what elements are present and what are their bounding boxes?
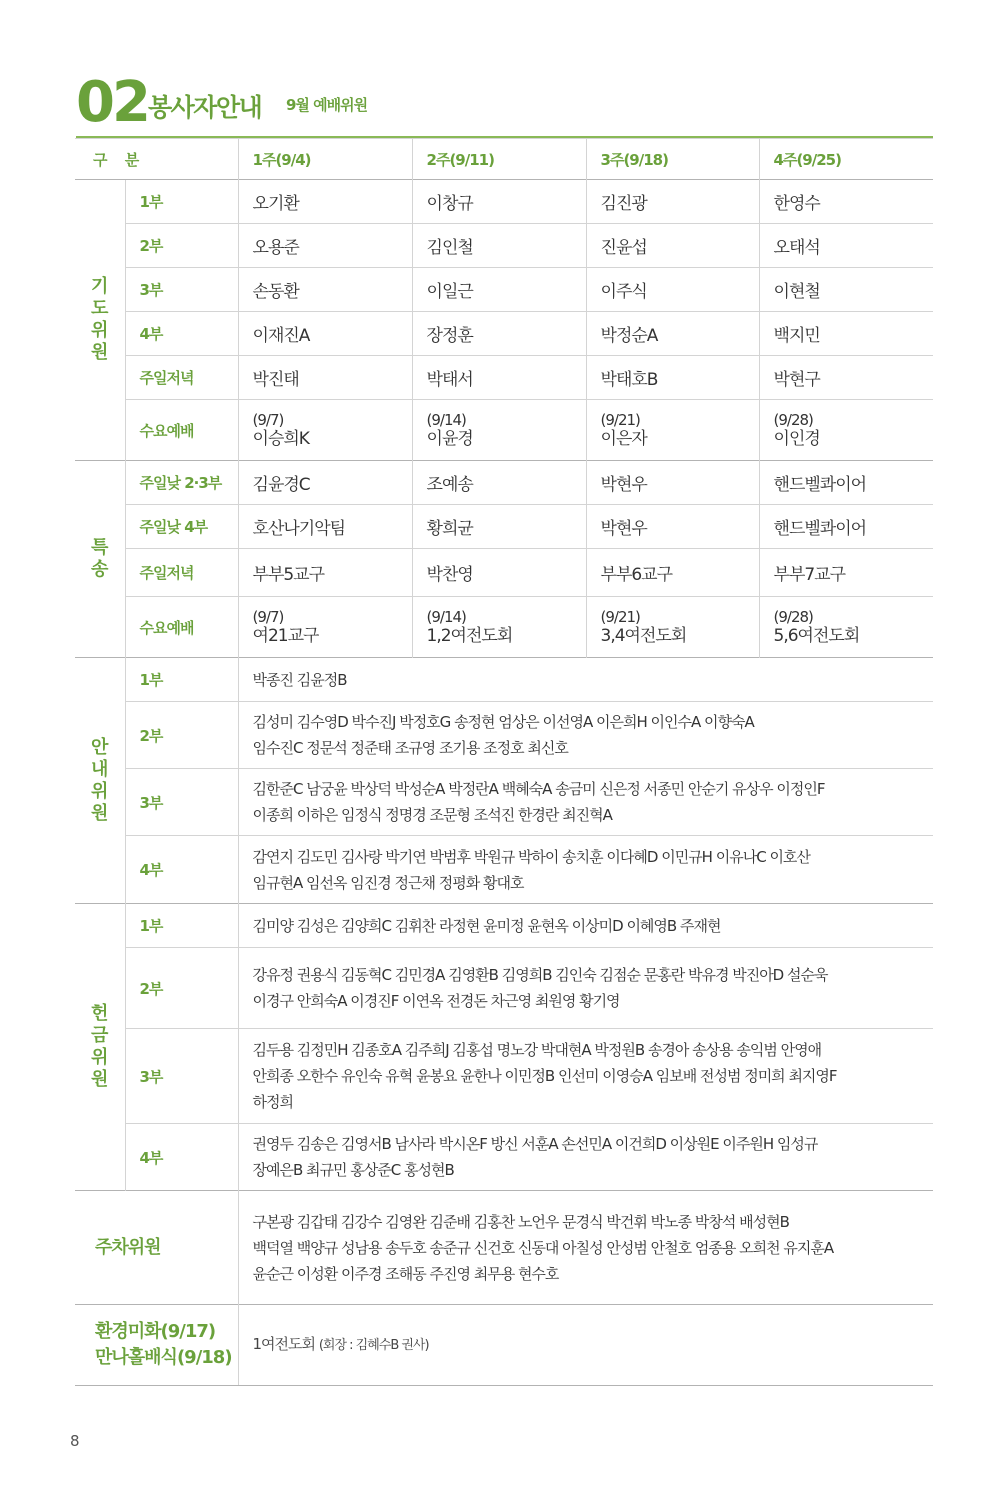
category-special-song: 특 송 [75, 461, 125, 658]
row-label: 4부 [125, 1124, 238, 1191]
people-cell [238, 1305, 933, 1386]
name-cell: 오용준 [238, 224, 412, 268]
people-cell: 김성미 김수영D 박수진J 박정호G 송정현 엄상은 이선영A 이은희H 이인수A 이향숙A 임수진C 정문석 정준태 조규영 조기용 조정호 최신호 [238, 702, 933, 769]
table-row [75, 505, 933, 549]
name-cell: 손동환 [238, 268, 412, 312]
name-cell: (9/28) 이인경 [759, 400, 933, 461]
row-label: 3부 [125, 268, 238, 312]
category-prayer: 기 도 위 원 [75, 180, 125, 461]
table-row [75, 1305, 933, 1386]
row-label: 주일낮 2·3부 [125, 461, 238, 505]
row-label: 주일낮 4부 [125, 505, 238, 549]
name-cell: 이재진A [238, 312, 412, 356]
name-cell: 오태석 [759, 224, 933, 268]
table-row [75, 836, 933, 904]
name-cell: 조예송 [412, 461, 586, 505]
people-cell: 김한준C 남궁윤 박상덕 박성순A 박정란A 백혜숙A 송금미 신은정 서종민 안순기 유상우 이정인F 이종희 이하은 임정식 정명경 조문형 조석진 한경란 최진혁A [238, 769, 933, 836]
section-number: 02 [76, 70, 148, 135]
table-row [75, 400, 933, 461]
row-label: 수요예배 [125, 400, 238, 461]
row-label: 4부 [125, 312, 238, 356]
page-header [76, 70, 933, 139]
name-cell: 박현구 [759, 356, 933, 400]
name-cell: (9/7) 이승희K [238, 400, 412, 461]
name-cell: 한영수 [759, 180, 933, 224]
row-label: 3부 [125, 1029, 238, 1124]
table-row [75, 1124, 933, 1191]
people-cell: 구본광 김갑태 김강수 김영완 김준배 김홍찬 노언우 문경식 박건휘 박노종 박창석 배성현B 백덕열 백양규 성남용 송두호 송준규 신건호 신동대 아칠성 안성범 안철호 엄종용 오희천 유지훈A 윤순근 이성환 이주경 조해동 주진영 최무용 현수호 [238, 1191, 933, 1305]
name-cell: 이창규 [412, 180, 586, 224]
table-row [75, 180, 933, 224]
people-cell: 감연지 김도민 김사랑 박기연 박범후 박원규 박하이 송치훈 이다혜D 이민규H 이유나C 이호산 임규현A 임선옥 임진경 정근채 정평화 황대호 [238, 836, 933, 904]
name-cell: 부부5교구 [238, 549, 412, 597]
table-row [75, 549, 933, 597]
column-week-2: 2주(9/11) [412, 139, 586, 180]
row-label: 1부 [125, 904, 238, 948]
row-label: 3부 [125, 769, 238, 836]
name-cell: 박찬영 [412, 549, 586, 597]
name-cell: (9/21) 3,4여전도회 [586, 597, 759, 658]
name-cell: 핸드벨콰이어 [759, 505, 933, 549]
row-label: 2부 [125, 224, 238, 268]
name-cell: 박태서 [412, 356, 586, 400]
table-header [75, 139, 933, 180]
environment-note: (회장 : 김혜수B 권사) [318, 1338, 429, 1353]
table-row [75, 769, 933, 836]
column-week-1: 1주(9/4) [238, 139, 412, 180]
row-label: 2부 [125, 702, 238, 769]
name-cell: 이현철 [759, 268, 933, 312]
row-label: 2부 [125, 948, 238, 1029]
people-cell: 김두용 김정민H 김종호A 김주희J 김홍섭 명노강 박대현A 박정원B 송경아 송상용 송익범 안영애 안희종 오한수 유인숙 유혁 윤봉요 윤한나 이민정B 인선미 이영승A 임보배 전성범 정미희 최지영F 하정희 [238, 1029, 933, 1124]
table-row [75, 1029, 933, 1124]
page-number: 8 [70, 1432, 80, 1450]
category-environment: 환경미화(9/17) 만나홀배식(9/18) [75, 1305, 238, 1386]
name-cell: (9/14) 이윤경 [412, 400, 586, 461]
table-row [75, 597, 933, 658]
people-cell: 권영두 김송은 김영서B 남사라 박시온F 방신 서훈A 손선민A 이건희D 이상원E 이주원H 임성규 장예은B 최규민 홍상준C 홍성현B [238, 1124, 933, 1191]
name-cell: 핸드벨콰이어 [759, 461, 933, 505]
category-usher: 안 내 위 원 [75, 658, 125, 904]
name-cell: 이일근 [412, 268, 586, 312]
name-cell: 황희균 [412, 505, 586, 549]
column-gubun: 구 분 [75, 139, 238, 180]
name-cell: 백지민 [759, 312, 933, 356]
name-cell: (9/28) 5,6여전도회 [759, 597, 933, 658]
column-week-4: 4주(9/25) [759, 139, 933, 180]
volunteer-table [75, 138, 933, 1386]
name-cell: 부부6교구 [586, 549, 759, 597]
table-row [75, 224, 933, 268]
environment-group: 1여전도회 [252, 1335, 316, 1353]
name-cell: (9/21) 이은자 [586, 400, 759, 461]
name-cell: 박현우 [586, 461, 759, 505]
name-cell: 박현우 [586, 505, 759, 549]
name-cell: 박태호B [586, 356, 759, 400]
row-label: 4부 [125, 836, 238, 904]
category-parking: 주차위원 [75, 1191, 238, 1305]
name-cell: 장정훈 [412, 312, 586, 356]
people-cell: 김미양 김성은 김양희C 김휘찬 라정현 윤미정 윤현옥 이상미D 이혜영B 주재현 [238, 904, 933, 948]
section-subtitle: 9월 예배위원 [286, 96, 368, 114]
table-row [75, 658, 933, 702]
name-cell: 김인철 [412, 224, 586, 268]
row-label: 주일저녁 [125, 356, 238, 400]
table-row [75, 312, 933, 356]
row-label: 수요예배 [125, 597, 238, 658]
table-row [75, 1191, 933, 1305]
name-cell: 오기환 [238, 180, 412, 224]
name-cell: (9/14) 1,2여전도회 [412, 597, 586, 658]
name-cell: 박진태 [238, 356, 412, 400]
column-week-3: 3주(9/18) [586, 139, 759, 180]
name-cell: (9/7) 여21교구 [238, 597, 412, 658]
name-cell: 호산나기악팀 [238, 505, 412, 549]
table-row [75, 356, 933, 400]
table-row [75, 702, 933, 769]
name-cell: 김진광 [586, 180, 759, 224]
people-cell: 박종진 김윤정B [238, 658, 933, 702]
people-cell: 강유정 권용식 김동혁C 김민경A 김영환B 김영희B 김인숙 김점순 문홍란 박유경 박진아D 설순욱 이경구 안희숙A 이경진F 이연옥 전경돈 차근영 최원영 황기영 [238, 948, 933, 1029]
section-title: 봉사자안내 [148, 93, 262, 122]
name-cell: 이주식 [586, 268, 759, 312]
table-row [75, 904, 933, 948]
row-label: 1부 [125, 658, 238, 702]
category-offering: 헌 금 위 원 [75, 904, 125, 1191]
name-cell: 박정순A [586, 312, 759, 356]
table-row [75, 461, 933, 505]
row-label: 주일저녁 [125, 549, 238, 597]
row-label: 1부 [125, 180, 238, 224]
table-row [75, 268, 933, 312]
name-cell: 부부7교구 [759, 549, 933, 597]
name-cell: 김윤경C [238, 461, 412, 505]
table-row [75, 948, 933, 1029]
name-cell: 진윤섭 [586, 224, 759, 268]
